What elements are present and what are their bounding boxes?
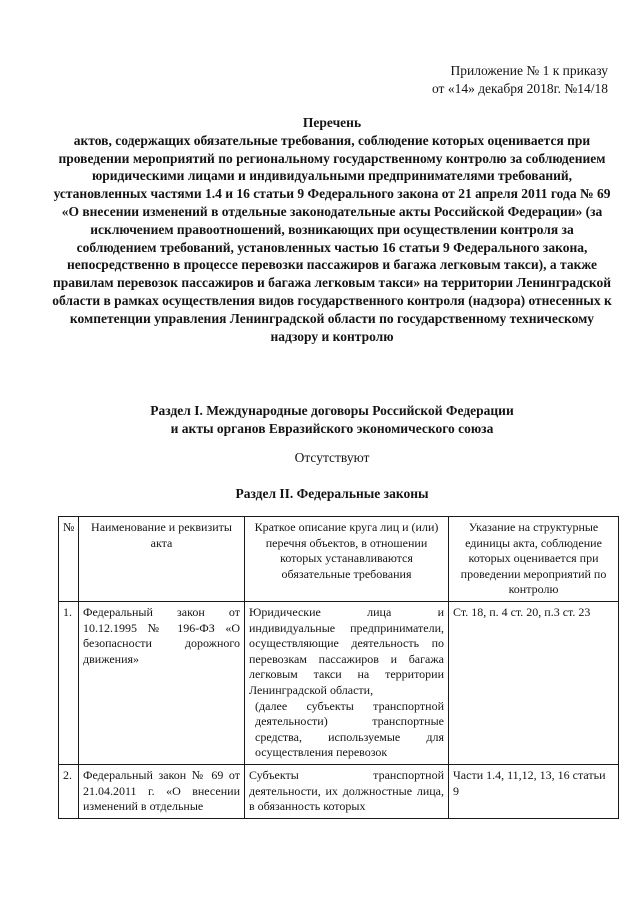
table-row <box>59 764 619 818</box>
row-act: Федеральный закон от 10.12.1995 № 196-ФЗ «О безопасности дорожного движения» <box>79 601 245 764</box>
section-1-line-2: и акты органов Евразийского экономического союза <box>170 421 494 436</box>
row-units: Части 1.4, 11,12, 13, 16 статьи 9 <box>449 764 619 818</box>
header-scope: Краткое описание круга лиц и (или) перечня объектов, в отношении которых устанавливаются обязательные требования <box>245 517 449 602</box>
table-header-row <box>59 517 619 602</box>
table-row <box>59 601 619 764</box>
row-scope <box>245 601 449 764</box>
appendix-line-order: Приложение № 1 к приказу <box>450 63 608 78</box>
appendix-reference <box>432 62 608 98</box>
row-number: 1. <box>59 601 79 764</box>
section-1-line-1: Раздел I. Международные договоры Российской Федерации <box>150 403 514 418</box>
row-scope-main: Юридические лица и индивидуальные предприниматели, осуществляющие деятельность по перевозкам пассажиров и багажа легковым такси на территории Ленинградской области, <box>249 604 444 697</box>
section-2-heading: Раздел II. Федеральные законы <box>235 486 429 501</box>
section-1-status: Отсутствуют <box>294 450 370 465</box>
row-act: Федеральный закон № 69 от 21.04.2011 г. «О внесении изменений в отдельные <box>79 764 245 818</box>
appendix-line-date: от «14» декабря 2018г. №14/18 <box>431 81 608 96</box>
row-scope-main: Субъекты транспортной деятельности, их должностные лица, в обязанность которых <box>249 767 444 814</box>
federal-laws-table <box>58 516 619 819</box>
title-description: актов, содержащих обязательные требования, соблюдение которых оценивается при проведении мероприятий по региональному государственному контролю за соблюдением юридическими лицами и индивидуальными предпринимателями требований, установленных частями 1.4 и 16 статьи 9 Федерального закона от 21 апреля 2011 года № 69 «О внесении изменений в отдельные законодательные акты Российской Федерации» (за исключением правоотношений, возникающих при осуществлении контроля за соблюдением требований, установленных частью 16 статьи 9 Федерального закона, непосредственно в процессе перевозки пассажиров и багажа легковым такси), а также правилам перевозок пассажиров и багажа легковым такси» на территории Ленинградской области в рамках осуществления видов государственного контроля (надзора) отнесенных к компетенции управления Ленинградской области по государственному техническому надзору и контролю <box>52 132 612 344</box>
row-scope-extra: (далее субъекты транспортной деятельности) транспортные средства, используемые для осуществления перевозок <box>255 698 444 760</box>
document-title <box>52 114 612 345</box>
section-1-heading <box>52 402 612 438</box>
row-number: 2. <box>59 764 79 818</box>
row-units: Ст. 18, п. 4 ст. 20, п.3 ст. 23 <box>449 601 619 764</box>
header-act-name: Наименование и реквизиты акта <box>79 517 245 602</box>
header-number: № <box>59 517 79 602</box>
row-scope <box>245 764 449 818</box>
title-heading: Перечень <box>302 115 362 130</box>
header-structural-units: Указание на структурные единицы акта, соблюдение которых оценивается при проведении мероприятий по контролю <box>449 517 619 602</box>
